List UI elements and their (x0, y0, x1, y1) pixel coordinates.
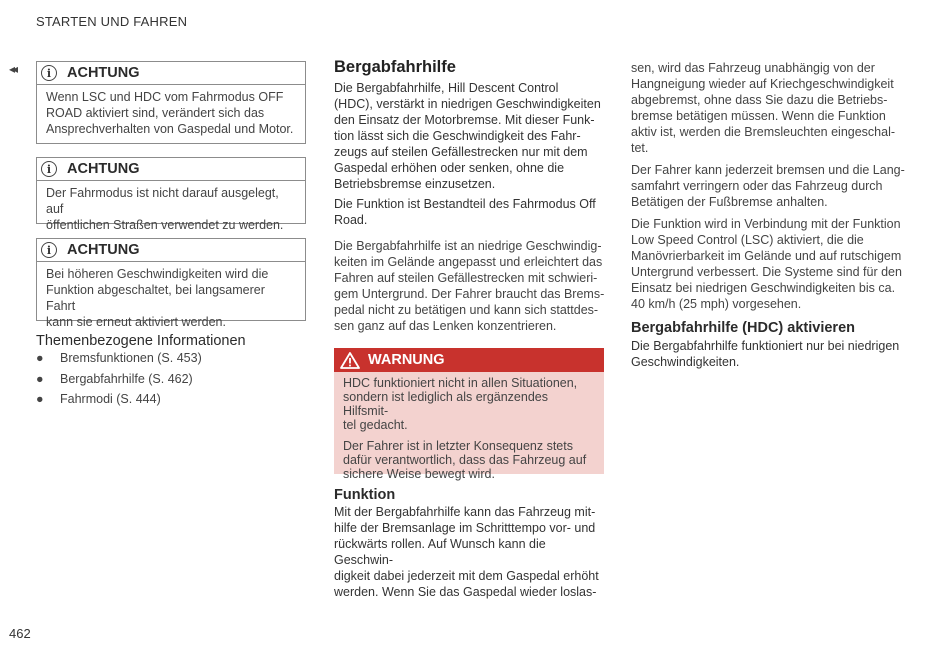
text-line: Wenn LSC und HDC vom Fahrmodus OFF (46, 90, 284, 104)
activate-paragraph (631, 338, 906, 370)
text-line: samfahrt verringern oder das Fahrzeug durch (631, 179, 883, 193)
text-line: Bei höheren Geschwindigkeiten wird die (46, 267, 269, 281)
text-line: Low Speed Control (LSC) aktiviert, die die (631, 233, 864, 247)
info-icon: i (41, 242, 57, 258)
text-line: rückwärts rollen. Auf Wunsch kann die Geschwin- (334, 537, 546, 567)
caution-box-3 (36, 238, 306, 329)
warning-title: WARNUNG (368, 352, 445, 368)
text-line: bremse betätigen müssen. Wenn die Funktion (631, 109, 886, 123)
activate-heading: Bergabfahrhilfe (HDC) aktivieren (631, 320, 855, 336)
text-line: hilfe der Bremsanlage im Schritttempo vor- und (334, 521, 596, 535)
text-line: sen ganz auf das Lenken konzentrieren. (334, 319, 557, 333)
text-line: aktiv ist, werden die Bremsleuchten eingeschal- (631, 125, 896, 139)
page-number: 462 (9, 626, 31, 641)
text-line: gem Untergrund. Der Fahrer braucht das Brems- (334, 287, 605, 301)
related-link-label[interactable]: Fahrmodi (S. 444) (60, 392, 161, 406)
text-line: HDC funktioniert nicht in allen Situationen, (343, 376, 578, 390)
text-line: Gaspedal erhöhen oder senken, ohne die (334, 161, 565, 175)
caution-text (37, 181, 305, 240)
text-line: Ansprechverhalten von Gaspedal und Motor. (46, 122, 294, 136)
text-line: Die Bergabfahrhilfe funktioniert nur bei niedrigen (631, 339, 900, 353)
info-icon: i (41, 65, 57, 81)
text-line: Untergrund verbessert. Die Systeme sind für den (631, 265, 902, 279)
text-line: 40 km/h (25 mph) vorgesehen. (631, 297, 802, 311)
text-line: digkeit dabei jederzeit mit dem Gaspedal erhöht (334, 569, 599, 583)
section-title: Bergabfahrhilfe (334, 58, 456, 76)
bullet-icon: ● (36, 351, 44, 365)
text-line: dafür verantwortlich, dass das Fahrzeug auf (343, 453, 587, 467)
text-line: sichere Weise bewegt wird. (343, 467, 495, 481)
text-line: pedal nicht zu betätigen und kann sich stattdes- (334, 303, 599, 317)
continued-paragraph (631, 60, 906, 156)
text-line: Die Funktion ist Bestandteil des Fahrmodus Off (334, 197, 596, 211)
text-line: zeugs auf steilen Gefällestrecken nur mit dem (334, 145, 588, 159)
text-line: kann sie erneut aktiviert werden. (46, 315, 226, 329)
activate-heading-block (631, 320, 906, 336)
caution-title: ACHTUNG (67, 242, 140, 258)
caution-title: ACHTUNG (67, 161, 140, 177)
text-line: tion lässt sich die Geschwindigkeit des Fahr- (334, 129, 581, 143)
text-line: den Einsatz der Motorbremse. Mit dieser Funk- (334, 113, 595, 127)
text-line: Fahren auf steilen Gefällestrecken mit schwieri- (334, 271, 598, 285)
function-paragraph (334, 504, 606, 600)
text-line: werden. Wenn Sie das Gaspedal wieder loslas- (334, 585, 597, 599)
text-line: tet. (631, 141, 649, 155)
lsc-paragraph (631, 216, 906, 312)
warning-box (334, 348, 604, 481)
text-line: sondern ist lediglich als ergänzendes Hilfsmit- (343, 390, 548, 418)
description-paragraph (334, 238, 606, 334)
function-heading-block (334, 487, 606, 503)
function-heading: Funktion (334, 487, 396, 503)
back-chevron-icon[interactable]: ◂◂ (9, 62, 16, 76)
related-info-list (36, 350, 202, 412)
related-link-label[interactable]: Bergabfahrhilfe (S. 462) (60, 371, 193, 386)
related-link[interactable] (36, 371, 202, 392)
caution-box-2 (36, 157, 306, 232)
text-line: Einsatz bei niedrigen Geschwindigkeiten bis ca. (631, 281, 896, 295)
text-line: Road. (334, 213, 368, 227)
text-line: Der Fahrer kann jederzeit bremsen und die Lang- (631, 163, 905, 177)
caution-text (37, 85, 305, 144)
text-line: (HDC), verstärkt in niedrigen Geschwindigkeiten (334, 97, 601, 111)
text-line: keiten im Gelände angepasst und erleichtert das (334, 255, 603, 269)
text-line: Die Bergabfahrhilfe ist an niedrige Geschwindig- (334, 239, 602, 253)
text-line: Der Fahrer ist in letzter Konsequenz stets (343, 439, 573, 453)
text-line: Die Bergabfahrhilfe, Hill Descent Control (334, 81, 559, 95)
text-line: sen, wird das Fahrzeug unabhängig von der (631, 61, 875, 75)
text-line: Der Fahrmodus ist nicht darauf ausgelegt, auf (46, 186, 279, 216)
caution-title: ACHTUNG (67, 65, 140, 81)
text-line: Funktion abgeschaltet, bei langsamerer Fahrt (46, 283, 265, 313)
caution-box-1 (36, 61, 306, 144)
text-line: Mit der Bergabfahrhilfe kann das Fahrzeug mit- (334, 505, 596, 519)
driver-paragraph (631, 162, 906, 210)
bullet-icon: ● (36, 392, 44, 406)
text-line: Betätigen der Fußbremse anhalten. (631, 195, 828, 209)
warning-text (334, 372, 604, 492)
section-title-block (334, 58, 606, 77)
text-line: Hangneigung wieder auf Kriechgeschwindigkeit (631, 77, 894, 91)
text-line: Die Funktion wird in Verbindung mit der Funktion (631, 217, 901, 231)
offroad-paragraph (334, 196, 606, 228)
text-line: Manövrierbarkeit im Gelände und auf rutschigem (631, 249, 902, 263)
related-info-title: Themenbezogene Informationen (36, 333, 246, 349)
text-line: abgebremst, ohne dass Sie dazu die Betriebs- (631, 93, 888, 107)
caution-text (37, 262, 305, 337)
text-line: Geschwindigkeiten. (631, 355, 740, 369)
related-link[interactable] (36, 391, 202, 412)
info-icon: i (41, 161, 57, 177)
text-line: Betriebsbremse einzusetzen. (334, 177, 496, 191)
bullet-icon: ● (36, 371, 44, 386)
section-header: STARTEN UND FAHREN (36, 14, 188, 29)
related-link[interactable] (36, 350, 202, 371)
warning-triangle-icon (340, 352, 360, 369)
text-line: tel gedacht. (343, 418, 408, 432)
text-line: öffentlichen Straßen verwendet zu werden. (46, 218, 284, 232)
related-link-label[interactable]: Bremsfunktionen (S. 453) (60, 351, 202, 365)
text-line: ROAD aktiviert sind, verändert sich das (46, 106, 265, 120)
intro-paragraph (334, 80, 606, 192)
